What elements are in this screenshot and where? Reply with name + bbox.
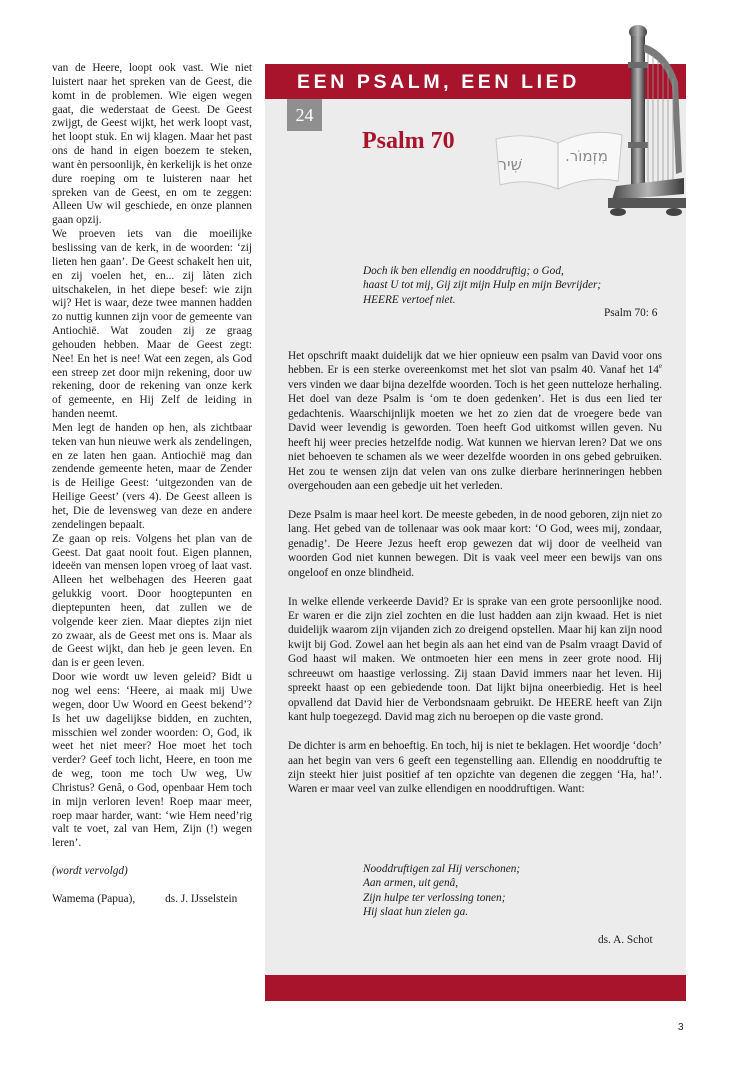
author-name: ds. A. Schot bbox=[598, 934, 653, 946]
signature-place: Wamema (Papua), bbox=[52, 892, 136, 905]
left-paragraph-4: Ze gaan op reis. Volgens het plan van de Geest. Dat gaat nooit fout. Eigen plannen, ideeën van mensen lopen vroeg of laat vast. Alleen het welbehagen des Heeren gaat gelukkig voort. Door hoogtepunten en dieptepunten heen, dat zullen we de volgende keer zien. Maar dieptes zijn niet zo zwaar, als de Geest met ons is. Maar als de Geest wijkt, dan heb je geen leven. En dan is er geen leven. bbox=[52, 532, 252, 670]
left-paragraph-3: Men legt de handen op hen, als zichtbaar teken van hun nieuwe werk als zendelingen, en ze laten hen gaan. Antiochië mag dan zendende gemeente heten, maar de Zender is de Heilige Geest: ‘uitgezonden van de Heilige Geest’ (vers 4). De Geest alleen is het, Die de levensweg van deze en andere zendelingen bepaalt. bbox=[52, 421, 252, 531]
hebrew-word-shir: שִׁיר bbox=[498, 155, 522, 174]
left-paragraph-5: Door wie wordt uw leven geleid? Bidt u nog wel eens: ‘Heere, ai maak mij Uwe wegen, door Uw Woord en Geest bekend’? Is het uw dagelijkse bidden, en zuchten, misschien wel zonder woorden: O, God, ik weet het niet meer? Hoe moet het toch verder? Geef toch licht, Heere, en toon me de weg, toon me toch Uw weg, Uw Christus? Genâ, o God, openbaar Hem toch in mijn verloren leven! Roep maar meer, roep maar harder, want: ‘wie Hem need’rig valt te voet, zal van Hem, Zijn (!) wegen leren’. bbox=[52, 671, 252, 850]
verse-line: Hij slaat hun zielen ga. bbox=[363, 906, 469, 919]
superscript: e bbox=[658, 362, 662, 371]
issue-number: 24 bbox=[287, 99, 322, 131]
psalm-title: Psalm 70 bbox=[362, 128, 455, 154]
body-paragraph-1-end: vers vinden we daar bijna dezelfde woorden. Toch is het geen nutteloze herhaling. Het doel van deze Psalm is ‘om te doen gedenken’. Het is dus een lied ter gedachtenis. Waarschijnlijk moeten we het zo zien dat de vroegere bede van David weer levendig is geworden. Toen heeft God uitkomst willen geven. Nu heeft hij weer precies hetzelfde nodig. Wat kunnen we hiervan leren? Dat we ons niet behoeven te schamen als we weer dezelfde woorden in ons gebed gebruiken. Het zou te wensen zijn dat velen van ons zulke dierbare herinneringen hebben overgehouden aan een gebedje uit het verleden. bbox=[288, 378, 662, 493]
body-paragraph-1 bbox=[288, 349, 662, 494]
hebrew-word-mizmor: מִזְמוֹר. bbox=[565, 147, 608, 165]
signature bbox=[52, 893, 252, 907]
quote-line: haast U tot mij, Gij zijt mijn Hulp en mijn Bevrijder; bbox=[363, 279, 602, 292]
body-paragraph-2: Deze Psalm is maar heel kort. De meeste gebeden, in de nood geboren, zijn niet zo lang. Het gebed van de tollenaar was ook maar kort: ‘O God, wees mij, zondaar, genadig’. De Heere Jezus heeft erop gewezen dat wij door de veelheid van woorden God niet kunnen bewegen. Dit is vaak veel meer een bewijs van ons ongeloof en onze blindheid. bbox=[288, 508, 662, 579]
body-paragraph-1-start: Het opschrift maakt duidelijk dat we hier opnieuw een psalm van David voor ons hebben. Er is een sterke overeenkomst met het slot van psalm 40. Vanaf het 14 bbox=[288, 350, 662, 377]
verse-line: Nooddruftigen zal Hij verschonen; bbox=[363, 863, 521, 875]
article-body bbox=[288, 349, 662, 811]
body-paragraph-3: In welke ellende verkeerde David? Er is sprake van een grote persoonlijke nood. Er waren er die zijn ziel zochten en die lust hadden aan zijn kwaad. Het is niet duidelijk waarom zijn vijanden zich zo dreigend opstellen. Maar hij kan zijn nood kwijt bij God. Zowel aan het begin als aan het eind van de Psalm vraagt David of God haast wil maken. We ontmoeten hier een mens in zeer grote nood. Hij schreeuwt om haastige verlossing. Zij staan David immers naar het leven. Hij spreekt haast op een gebiedende toon. Dat lijkt bijna oneerbiedig. Het is heel opvallend dat David hier de Verbondsnaam gebruikt. De HEERE heeft van Zijn kant hulp toegezegd. David mag zich nu beroepen op die vaste grond. bbox=[288, 595, 662, 724]
signature-name: ds. J. IJsselstein bbox=[165, 892, 238, 905]
quote-line: Doch ik ben ellendig en nooddruftig; o God, bbox=[363, 265, 564, 277]
quote-line: HEERE vertoef niet. bbox=[363, 293, 456, 306]
left-paragraph-2: We proeven iets van die moeilijke beslissing van de kerk, in de woorden: ‘zij lieten hen gaan’. De Geest schakelt hen uit, en zij voelen het, en... zij làten zich uitschakelen, in het diepe besef: wie zijn wij? Het is waar, deze twee mannen hadden zo nuttig kunnen zijn voor de gemeente van Antiochië. Wat zouden zij ze graag gehouden hebben. Maar de Geest zegt: Nee! En het is nee! Wat een zegen, als God een streep zet door mijn rekening, door uw rekening, door de rekening van onze kerk of gemeente, en Hij Zelf de leiding in handen neemt. bbox=[52, 228, 252, 421]
page-number: 3 bbox=[678, 1022, 684, 1033]
scripture-quote bbox=[363, 264, 663, 307]
left-paragraph-1: van de Heere, loopt ook vast. Wie niet luistert naar het spreken van de Geest, die komt in de problemen. Wie eigen wegen gaat, die wederstaat de Geest. De Geest zwijgt, de Geest wijkt, het werk loopt vast, het loopt stuk. En wij klagen. Maar het past ons de hand in eigen boezem te steken, want èn persoonlijk, èn kerkelijk is het onze dure roeping om te luisteren naar het spreken van de Geest, en om te zeggen: Alleen Uw wil geschiede, en onze plannen gaan opzij. bbox=[52, 62, 252, 227]
body-paragraph-4: De dichter is arm en behoeftig. En toch, hij is niet te beklagen. Het woordje ‘doch’ aan het begin van vers 6 geeft een tegenstelling aan. Ellendig en nooddruftig te zijn steekt hier juist positief af ten opzichte van degenen die zeggen ‘Ha, ha!’. Waren er maar veel van zulke ellendigen en nooddruftigen. Want: bbox=[288, 740, 662, 796]
verse-line: Aan armen, uit genâ, bbox=[363, 877, 459, 890]
verse-line: Zijn hulpe ter verlossing tonen; bbox=[363, 891, 506, 904]
panel-bottom-bar bbox=[265, 975, 686, 1001]
continued-note: (wordt vervolgd) bbox=[52, 865, 128, 878]
left-column bbox=[52, 62, 252, 907]
harp-icon bbox=[598, 22, 686, 222]
section-title: EEN PSALM, EEN LIED bbox=[297, 71, 580, 93]
closing-verse bbox=[363, 862, 520, 920]
quote-reference: Psalm 70: 6 bbox=[604, 307, 658, 319]
